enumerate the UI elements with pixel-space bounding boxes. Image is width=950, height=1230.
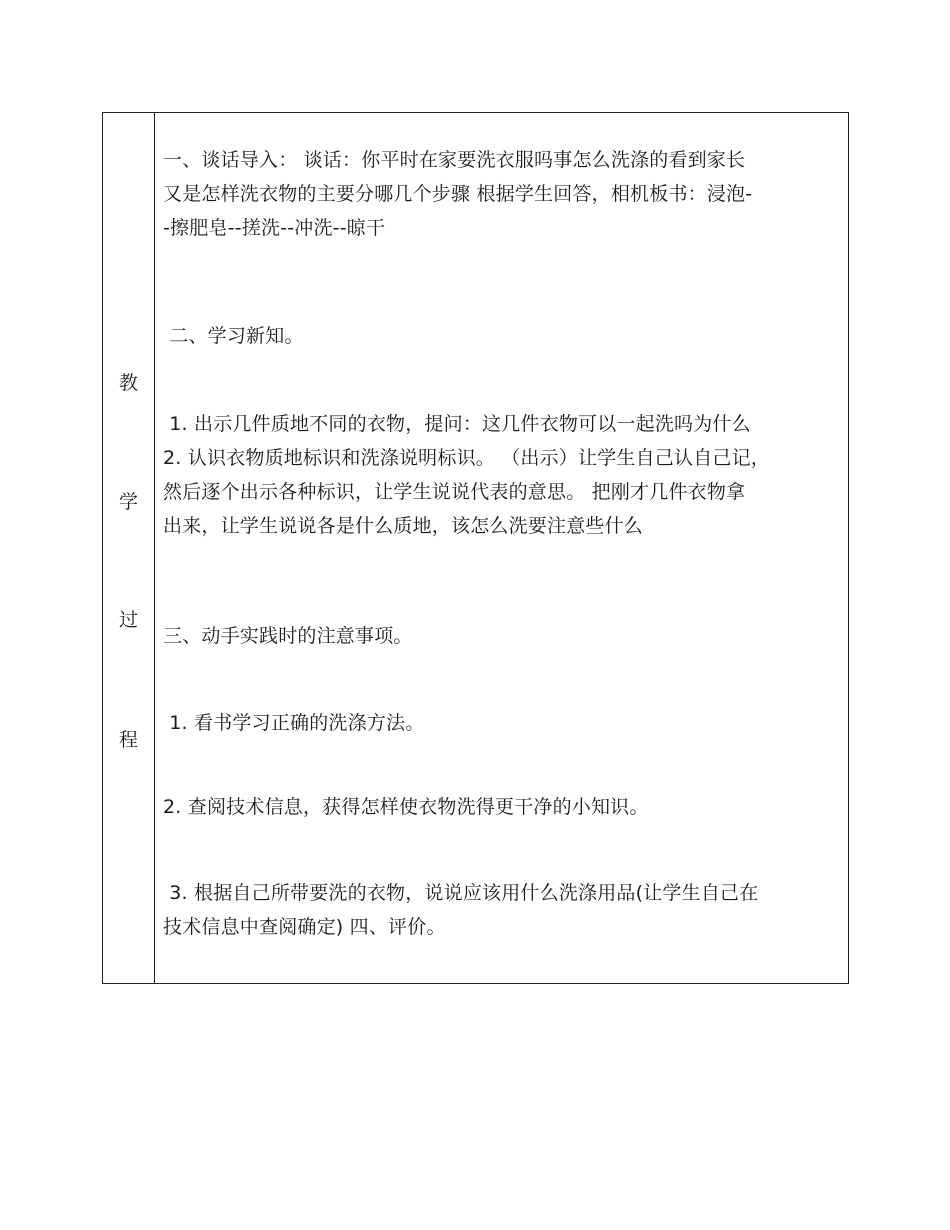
paragraph-new-knowledge-heading: 二、学习新知。 (163, 325, 304, 347)
label-char-cheng: 程 (118, 729, 138, 751)
paragraph-intro: 一、谈话导入： 谈话：你平时在家要洗衣服吗事怎么洗涤的看到家长 又是怎样洗衣物的主要分哪几个步骤 根据学生回答，相机板书：浸泡- -擦肥皂--搓洗--冲洗--晾干 (163, 149, 753, 239)
paragraph-practice-heading: 三、动手实践时的注意事项。 (163, 625, 413, 647)
label-char-guo: 过 (118, 609, 138, 631)
paragraph-new-knowledge-body: 1. 出示几件质地不同的衣物，提问：这几件衣物可以一起洗吗为什么 2. 认识衣物质地标识和洗涤说明标识。 （出示）让学生自己认自己记， 然后逐个出示各种标识，让学生说说代表的意思。 把刚才几件衣物拿 出来，让学生说说各是什么质地，该怎么洗要注意些什么 (163, 413, 771, 537)
paragraph-practice-item-1: 1. 看书学习正确的洗涤方法。 (163, 712, 425, 734)
label-char-xue: 学 (118, 491, 138, 513)
lesson-table (102, 112, 849, 984)
paragraph-practice-item-2: 2. 查阅技术信息，获得怎样使衣物洗得更干净的小知识。 (163, 796, 649, 818)
label-char-jiao: 教 (118, 372, 138, 394)
section-label-column (103, 113, 155, 983)
lesson-content (155, 113, 848, 983)
paragraph-practice-item-3: 3. 根据自己所带要洗的衣物，说说应该用什么洗涤用品(让学生自己在 技术信息中查阅确定) 四、评价。 (163, 882, 759, 938)
